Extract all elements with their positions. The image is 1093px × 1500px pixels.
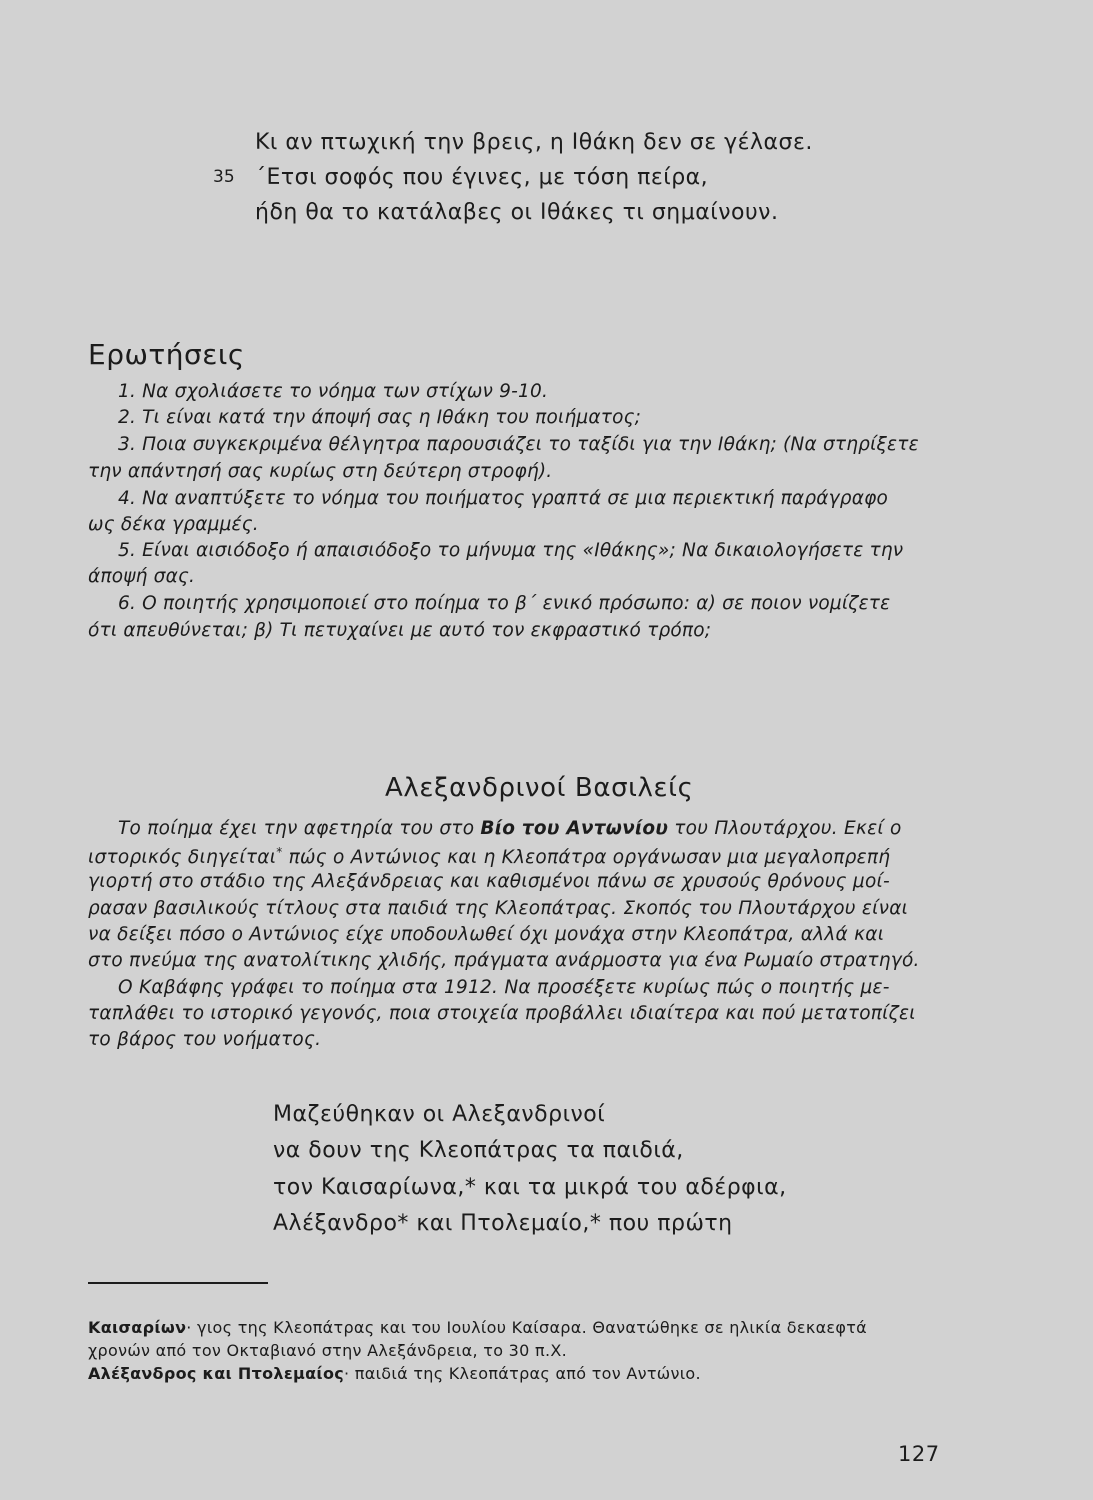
intro-line: ταπλάθει το ιστορικό γεγονός, ποια στοιχεία προβάλλει ιδιαίτερα και πού μετατοπίζει — [88, 1003, 916, 1024]
poem-title: Αλεξανδρινοί Βασιλείς — [385, 773, 694, 803]
intro-line: να δείξει πόσο ο Αντώνιος είχε υποδουλωθεί όχι μονάχα στην Κλεοπάτρα, αλλά και — [88, 924, 885, 945]
poem-excerpt-line: ήδη θα το κατάλαβες οι Ιθάκες τι σημαίνουν. — [255, 200, 779, 225]
intro-line: Ο Καβάφης γράφει το ποίημα στα 1912. Να προσέξετε κυρίως πώς ο ποιητής με- — [118, 977, 890, 998]
footnote-separator — [88, 1282, 268, 1284]
footnote-caesarion: Καισαρίων· γιος της Κλεοπάτρας και του Ιουλίου Καίσαρα. Θανατώθηκε σε ηλικία δεκαεφτά — [88, 1318, 868, 1337]
footnote-caesarion-cont: χρονών από τον Οκταβιανό στην Αλεξάνδρεια, το 30 π.Χ. — [88, 1341, 567, 1360]
question-line: την απάντησή σας κυρίως στη δεύτερη στροφή). — [88, 461, 553, 482]
book-title: Βίο του Αντωνίου — [480, 818, 669, 839]
question-line: 2. Τι είναι κατά την άποψή σας η Ιθάκη του ποιήματος; — [118, 407, 642, 428]
intro-line: ρασαν βασιλικούς τίτλους στα παιδιά της Κλεοπάτρας. Σκοπός του Πλουτάρχου είναι — [88, 898, 909, 919]
intro-line: Το ποίημα έχει την αφετηρία του στο Βίο του Αντωνίου του Πλουτάρχου. Εκεί ο — [118, 818, 902, 839]
poem-excerpt-line: ΄Ετσι σοφός που έγινες, με τόση πείρα, — [255, 165, 709, 190]
question-line: 3. Ποια συγκεκριμένα θέλγητρα παρουσιάζει το ταξίδι για την Ιθάκη; (Να στηρίξετε — [118, 434, 919, 455]
intro-line: στο πνεύμα της ανατολίτικης χλιδής, πράγματα ανάρμοστα για ένα Ρωμαίο στρατηγό. — [88, 950, 920, 971]
poem-excerpt-line: Κι αν πτωχική την βρεις, η Ιθάκη δεν σε γέλασε. — [255, 130, 813, 155]
poem-line-number: 35 — [213, 167, 235, 187]
footnote-marker: * — [276, 845, 283, 859]
question-line: 4. Να αναπτύξετε το νόημα του ποιήματος γραπτά σε μια περιεκτική παράγραφο — [118, 488, 889, 509]
footnote-term: Καισαρίων — [88, 1318, 187, 1337]
poem-line: να δουν της Κλεοπάτρας τα παιδιά, — [273, 1138, 684, 1163]
question-line: άποψή σας. — [88, 566, 196, 587]
question-line: 1. Να σχολιάσετε το νόημα των στίχων 9-10. — [118, 381, 549, 402]
intro-line: ιστορικός διηγείται* πώς ο Αντώνιος και η Κλεοπάτρα οργάνωσαν μια μεγαλοπρεπή — [88, 845, 891, 869]
intro-line: γιορτή στο στάδιο της Αλεξάνδρειας και καθισμένοι πάνω σε χρυσούς θρόνους μοί- — [88, 871, 890, 892]
poem-line: Αλέξανδρο* και Πτολεμαίο,* που πρώτη — [273, 1211, 733, 1236]
bleed-through-mark — [540, 250, 546, 274]
poem-line: Μαζεύθηκαν οι Αλεξανδρινοί — [273, 1102, 606, 1127]
footnote-term: Αλέξανδρος και Πτολεμαίος — [88, 1364, 345, 1383]
questions-heading: Ερωτήσεις — [88, 338, 245, 371]
footnote-alexander-ptolemy: Αλέξανδρος και Πτολεμαίος· παιδιά της Κλεοπάτρας από τον Αντώνιο. — [88, 1364, 701, 1383]
question-line: 6. Ο ποιητής χρησιμοποιεί στο ποίημα το β΄ ενικό πρόσωπο: α) σε ποιον νομίζετε — [118, 593, 891, 614]
question-line: 5. Είναι αισιόδοξο ή απαισιόδοξο το μήνυμα της «Ιθάκης»; Να δικαιολογήσετε την — [118, 540, 904, 561]
page-number: 127 — [898, 1442, 940, 1466]
question-line: ως δέκα γραμμές. — [88, 514, 259, 535]
intro-line: το βάρος του νοήματος. — [88, 1029, 322, 1050]
poem-line: τον Καισαρίωνα,* και τα μικρά του αδέρφια, — [273, 1175, 787, 1200]
question-line: ότι απευθύνεται; β) Τι πετυχαίνει με αυτό τον εκφραστικό τρόπο; — [88, 620, 712, 641]
